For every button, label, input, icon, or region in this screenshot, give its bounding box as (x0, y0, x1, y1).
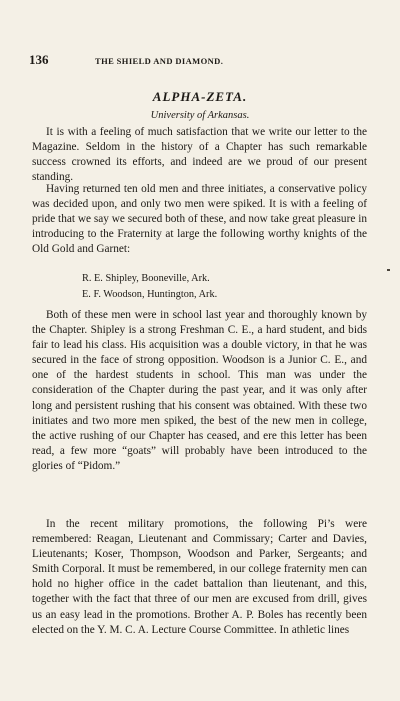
page-number: 136 (29, 52, 49, 67)
initiates-list (82, 271, 217, 302)
running-header (29, 52, 368, 68)
margin-mark (387, 269, 390, 271)
paragraph-initiates: Having returned ten old men and three initiates, a conservative policy was decided upon, and only two men were spiked. It is with a feeling of pride that we say we secured both of these, and now take great pleasure in introducing to the Fraternity at large the following worthy knights of the Old Gold and Garnet: (32, 183, 367, 256)
paragraph-intro: It is with a feeling of much satisfaction that we write our letter to the Magazine. Seldom in the history of a Chapter has such remarkable success crowned its efforts, and indeed are we proud of our present standing. (32, 126, 367, 184)
paragraph-new-men: Both of these men were in school last year and thoroughly known by the Chapter. Shipley is a strong Freshman C. E., a hard student, and bids fair to lead his class. His acquisition was a double victory, in that he was secured in the face of strong opposition. Woodson is a Junior C. E., and one of the hardest students in school. This man was under the consideration of the Chapter during the past year, and it was only after long and persistent rushing that his consent was obtained. With these two initiates and two more men spiked, the best of the new men in college, the active rushing of our Chapter has ceased, and ere this letter has been read, a few more “goats” will probably have been introduced to the glories of “Pidom.” (32, 309, 367, 472)
running-title: THE SHIELD AND DIAMOND. (95, 56, 224, 66)
paragraph-promotions: In the recent military promotions, the following Pi’s were remembered: Reagan, Lieutenant and Commissary; Carter and Davies, Lieutenants; Koser, Thompson, Woodson and Parker, Sergeants; and Smith Corporal. It must be remembered, in our college fraternity men can hold no higher office in the cadet battalion than lieutenant, and this, together with the fact that three of our men are excused from drill, gives us an easy lead in the promotions. Brother A. P. Boles has recently been elected on the Y. M. C. A. Lecture Course Committee. In athletic lines (32, 518, 367, 636)
initiate-entry: E. F. Woodson, Huntington, Ark. (82, 288, 218, 300)
chapter-title: ALPHA-ZETA. (152, 89, 248, 104)
chapter-subtitle: University of Arkansas. (150, 110, 250, 121)
initiate-entry: R. E. Shipley, Booneville, Ark. (82, 273, 210, 284)
